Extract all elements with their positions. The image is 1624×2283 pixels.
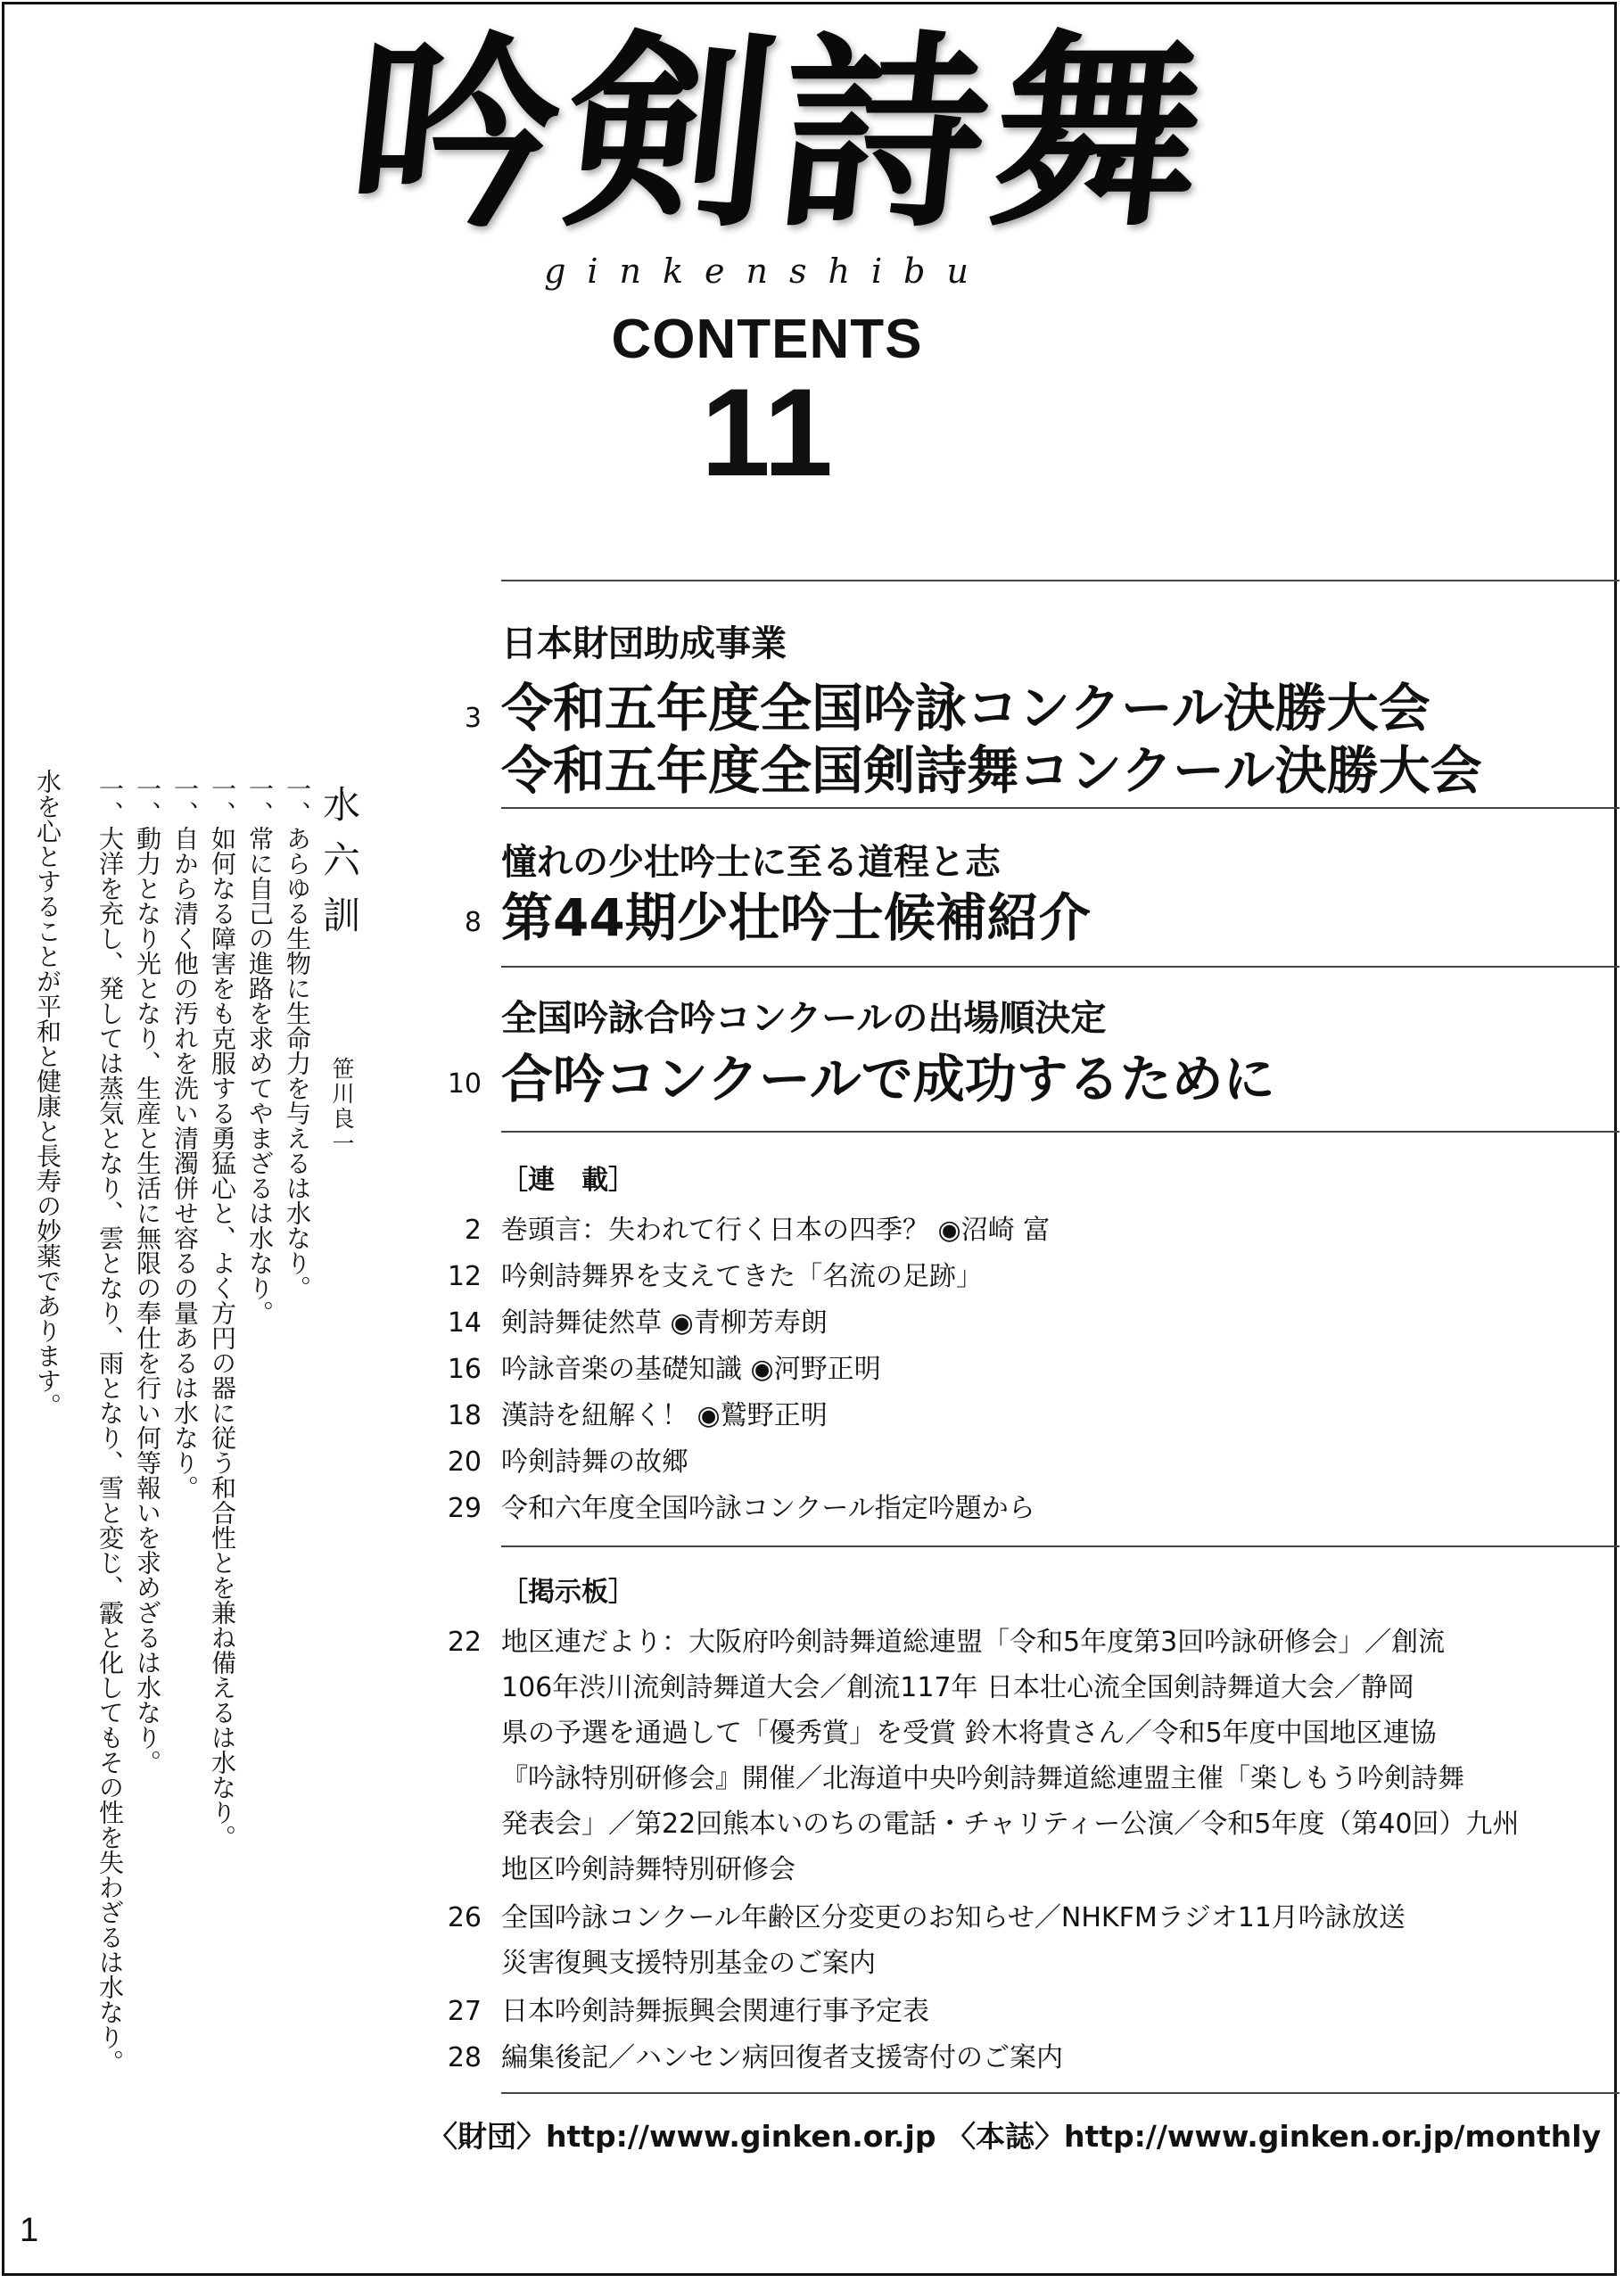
list-item[interactable] bbox=[428, 1620, 1620, 1896]
item-title: 令和六年度全国吟詠コンクール指定吟題から bbox=[501, 1493, 1035, 1524]
motto-title: 水六訓 bbox=[317, 785, 361, 951]
feature-page-number: 8 bbox=[464, 907, 482, 938]
item-title: 漢詩を紐解く！ ◉鷲野正明 bbox=[501, 1400, 828, 1431]
divider bbox=[501, 580, 1620, 581]
list-item[interactable] bbox=[428, 2035, 1620, 2081]
item-text-line: 地区連だより：大阪府吟剣詩舞道総連盟「令和5年度第3回吟詠研修会」／創流 bbox=[501, 1627, 1446, 1658]
feature-article[interactable] bbox=[428, 981, 1620, 1133]
issue-number: 11 bbox=[701, 362, 833, 502]
magazine-title-romaji: ginkenshibu bbox=[544, 251, 990, 291]
feature-kicker: 日本財団助成事業 bbox=[501, 623, 787, 664]
list-item[interactable] bbox=[428, 1393, 1620, 1439]
feature-kicker: 全国吟詠合吟コンクールの出場順決定 bbox=[501, 998, 1107, 1039]
motto-line: 一、自から清く他の汚れを洗い清濁併せ容るの量あるは水なり。 bbox=[170, 776, 200, 1500]
list-item[interactable] bbox=[428, 1300, 1620, 1347]
motto-line: 一、大洋を充し、発しては蒸気となり、雲となり、雨となり、雪と変じ、霰と化してもその性を失わざるは水なり。 bbox=[95, 776, 125, 2074]
item-title bbox=[501, 1895, 1406, 1986]
list-item[interactable] bbox=[428, 1207, 1620, 1254]
feature-headline: 令和五年度全国吟詠コンクール決勝大会 bbox=[501, 678, 1430, 738]
divider bbox=[501, 1131, 1620, 1133]
motto-line: 一、あらゆる生物に生命力を与えるは水なり。 bbox=[283, 776, 312, 1300]
motto-author: 笹川良一 bbox=[329, 1057, 355, 1157]
list-item[interactable] bbox=[428, 1486, 1620, 1532]
item-text-line: 県の予選を通過して「優秀賞」を受賞 鈴木将貴さん／令和5年度中国地区連協 bbox=[501, 1718, 1437, 1749]
website-urls[interactable]: 〈財団〉http://www.ginken.or.jp 〈本誌〉http://www.ginken.or.jp/monthly bbox=[428, 2119, 1602, 2154]
item-title: 巻頭言：失われて行く日本の四季？ ◉沼崎 富 bbox=[501, 1215, 1051, 1246]
feature-article[interactable] bbox=[428, 598, 1620, 807]
item-text-line: 『吟詠特別研修会』開催／北海道中央吟剣詩舞道総連盟主催「楽しもう吟剣詩舞 bbox=[501, 1763, 1464, 1794]
item-page-number: 2 bbox=[464, 1215, 482, 1246]
motto-conclusion: 水を心とすることが平和と健康と長寿の妙薬であります。 bbox=[33, 769, 62, 1418]
divider bbox=[501, 1545, 1620, 1547]
item-text-line: 災害復興支援特別基金のご案内 bbox=[501, 1948, 876, 1979]
item-text-line: 全国吟詠コンクール年齢区分変更のお知らせ／NHKFMラジオ11月吟詠放送 bbox=[501, 1902, 1406, 1933]
page-number: 1 bbox=[20, 2212, 39, 2249]
item-page-number: 27 bbox=[447, 1996, 482, 2027]
item-text-line: 発表会」／第22回熊本いのちの電話・チャリティー公演／令和5年度（第40回）九州 bbox=[501, 1809, 1520, 1840]
feature-kicker: 憧れの少壮吟士に至る道程と志 bbox=[501, 842, 1001, 883]
feature-headline: 令和五年度全国剣詩舞コンクール決勝大会 bbox=[501, 740, 1482, 801]
item-title: 吟剣詩舞の故郷 bbox=[501, 1446, 688, 1478]
item-title bbox=[501, 1620, 1520, 1892]
item-title: 日本吟剣詩舞振興会関連行事予定表 bbox=[501, 1996, 929, 2027]
item-title: 編集後記／ハンセン病回復者支援寄付のご案内 bbox=[501, 2042, 1063, 2073]
item-title: 吟剣詩舞界を支えてきた「名流の足跡」 bbox=[501, 1261, 983, 1292]
feature-article[interactable] bbox=[428, 825, 1620, 968]
divider bbox=[501, 807, 1620, 809]
item-page-number: 18 bbox=[447, 1400, 482, 1431]
board-section-label: ［掲示板］ bbox=[501, 1577, 635, 1608]
list-item[interactable] bbox=[428, 1989, 1620, 2035]
motto-line: 一、如何なる障害をも克服する勇猛心と、よく方円の器に従う和合性とを兼ね備えるは水なり。 bbox=[208, 776, 237, 1850]
item-page-number: 20 bbox=[447, 1446, 482, 1478]
item-page-number: 14 bbox=[447, 1307, 482, 1339]
list-item[interactable] bbox=[428, 1347, 1620, 1393]
divider bbox=[501, 966, 1620, 968]
magazine-title-logo: 吟剣詩舞 bbox=[339, 12, 1222, 255]
motto-line: 一、動力となり光となり、生産と生活に無限の奉仕を行い何等報いを求めざるは水なり。 bbox=[133, 776, 162, 1775]
item-title: 剣詩舞徒然草 ◉青柳芳寿朗 bbox=[501, 1307, 828, 1339]
feature-page-number: 10 bbox=[447, 1068, 482, 1100]
item-text-line: 106年渋川流剣詩舞道大会／創流117年 日本壮心流全国剣詩舞道大会／静岡 bbox=[501, 1672, 1415, 1703]
divider bbox=[501, 2092, 1620, 2094]
feature-headline: 合吟コンクールで成功するために bbox=[501, 1049, 1275, 1109]
item-text-line: 地区吟剣詩舞特別研修会 bbox=[501, 1854, 796, 1885]
feature-page-number: 3 bbox=[464, 703, 482, 734]
contents-heading: CONTENTS bbox=[611, 309, 923, 370]
item-page-number: 12 bbox=[447, 1261, 482, 1292]
list-item[interactable] bbox=[428, 1439, 1620, 1486]
item-page-number: 16 bbox=[447, 1354, 482, 1385]
serial-section-label: ［連 載］ bbox=[501, 1165, 635, 1196]
list-item[interactable] bbox=[428, 1895, 1620, 1988]
item-page-number: 22 bbox=[447, 1627, 482, 1658]
item-page-number: 26 bbox=[447, 1902, 482, 1933]
item-title: 吟詠音楽の基礎知識 ◉河野正明 bbox=[501, 1354, 881, 1385]
list-item[interactable] bbox=[428, 1254, 1620, 1300]
item-page-number: 28 bbox=[447, 2042, 482, 2073]
item-page-number: 29 bbox=[447, 1493, 482, 1524]
motto-line: 一、常に自己の進路を求めてやまざるは水なり。 bbox=[245, 776, 275, 1325]
feature-headline: 第44期少壮吟士候補紹介 bbox=[501, 887, 1091, 948]
